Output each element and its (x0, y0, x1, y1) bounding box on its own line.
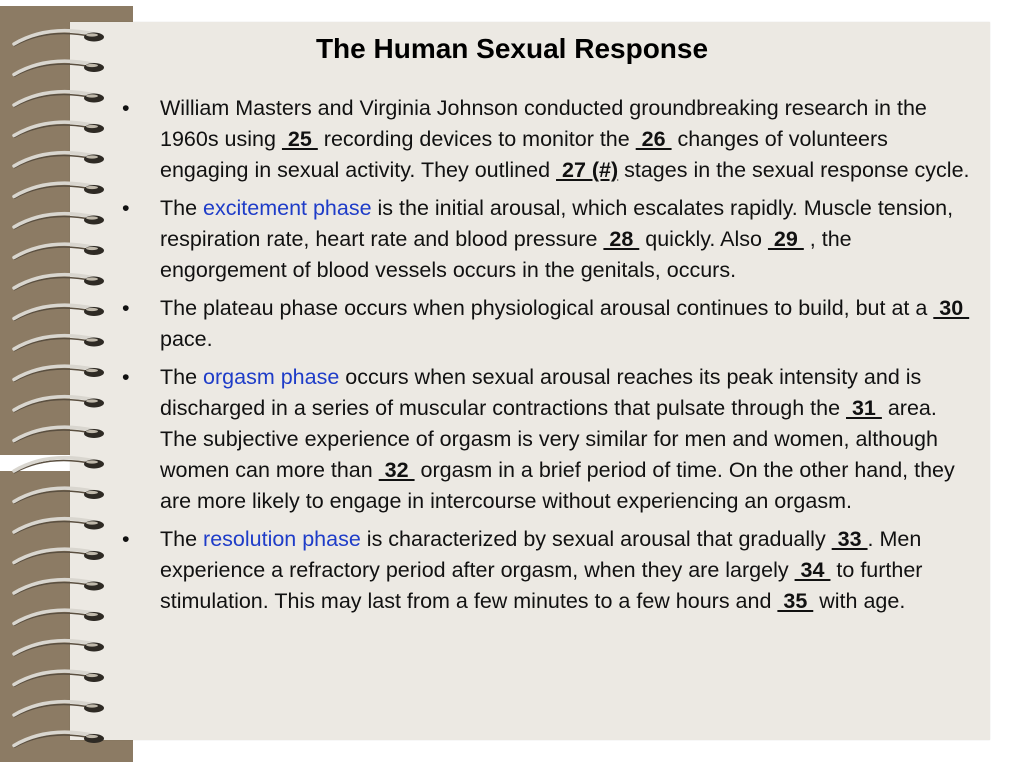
bullet-icon: • (122, 196, 130, 220)
bullet-item-resolution: • The resolution phase is characterized by sexual arousal that gradually 33 . Men experience a refractory period after orgasm, when they are largely 34 to further stimulation. This may last from a few minutes to a few hours and 35 with age. (118, 524, 978, 617)
slide-title: The Human Sexual Response (315, 33, 709, 64)
spiral-ring-icon (14, 336, 104, 351)
bullet-icon: • (122, 96, 130, 120)
bullet-list (118, 93, 978, 617)
spiral-ring-icon (14, 458, 104, 473)
blank-30: 30 (933, 296, 970, 320)
bullet-item-masters-johnson: • William Masters and Virginia Johnson conducted groundbreaking research in the 1960s using 25 recording devices to monitor the 26 changes of volunteers engaging in sexual activity. They outlined 27 (#) stages in the sexual response cycle. (118, 93, 978, 186)
spiral-ring-icon (14, 702, 104, 717)
blank-34: 34 (794, 558, 831, 582)
spiral-ring-icon (14, 427, 104, 442)
term-excitement-phase: excitement phase (203, 196, 372, 220)
spiral-ring-icon (14, 244, 104, 259)
spiral-ring-icon (14, 641, 104, 656)
bullet-item-plateau: • The plateau phase occurs when physiological arousal continues to build, but at a 30 pace. (118, 293, 978, 355)
term-orgasm-phase: orgasm phase (203, 365, 340, 389)
bullet-item-excitement: • The excitement phase is the initial arousal, which escalates rapidly. Muscle tension, respiration rate, heart rate and blood pressure 28 quickly. Also 29 , the engorgement of blood vessels occurs in the genitals, occurs. (118, 193, 978, 286)
blank-35: 35 (777, 589, 814, 613)
blank-27: 27 (#) (556, 158, 619, 182)
spiral-ring-icon (14, 183, 104, 198)
spiral-ring-icon (14, 519, 104, 534)
spiral-ring-icon (14, 92, 104, 107)
bullet-icon: • (122, 527, 130, 551)
slide-content (118, 93, 978, 624)
bullet-icon: • (122, 365, 130, 389)
spiral-ring-icon (14, 305, 104, 320)
spiral-ring-icon (14, 732, 104, 747)
blank-29: 29 (767, 227, 804, 251)
term-resolution-phase: resolution phase (203, 527, 361, 551)
bullet-icon: • (122, 296, 130, 320)
spiral-ring-icon (14, 610, 104, 625)
blank-32: 32 (378, 458, 415, 482)
spiral-ring-icon (14, 214, 104, 229)
spiral-ring-icon (14, 275, 104, 290)
spiral-ring-icon (14, 366, 104, 381)
spiral-ring-icon (14, 549, 104, 564)
blank-33: 33 (831, 527, 868, 551)
blank-31: 31 (846, 396, 882, 420)
spiral-ring-icon (14, 580, 104, 595)
blank-25: 25 (281, 127, 318, 151)
spiral-ring-icon (14, 122, 104, 137)
bullet-item-orgasm: • The orgasm phase occurs when sexual arousal reaches its peak intensity and is discharged in a series of muscular contractions that pulsate through the 31 area. The subjective experience of orgasm is very similar for men and women, although women can more than 32 orgasm in a brief period of time. On the other hand, they are more likely to engage in intercourse without experiencing an orgasm. (118, 362, 978, 517)
spiral-ring-icon (14, 397, 104, 412)
spiral-ring-icon (14, 153, 104, 168)
spiral-ring-icon (14, 671, 104, 686)
spiral-ring-icon (14, 488, 104, 503)
spiral-rings (8, 10, 118, 760)
blank-28: 28 (603, 227, 640, 251)
blank-26: 26 (635, 127, 672, 151)
